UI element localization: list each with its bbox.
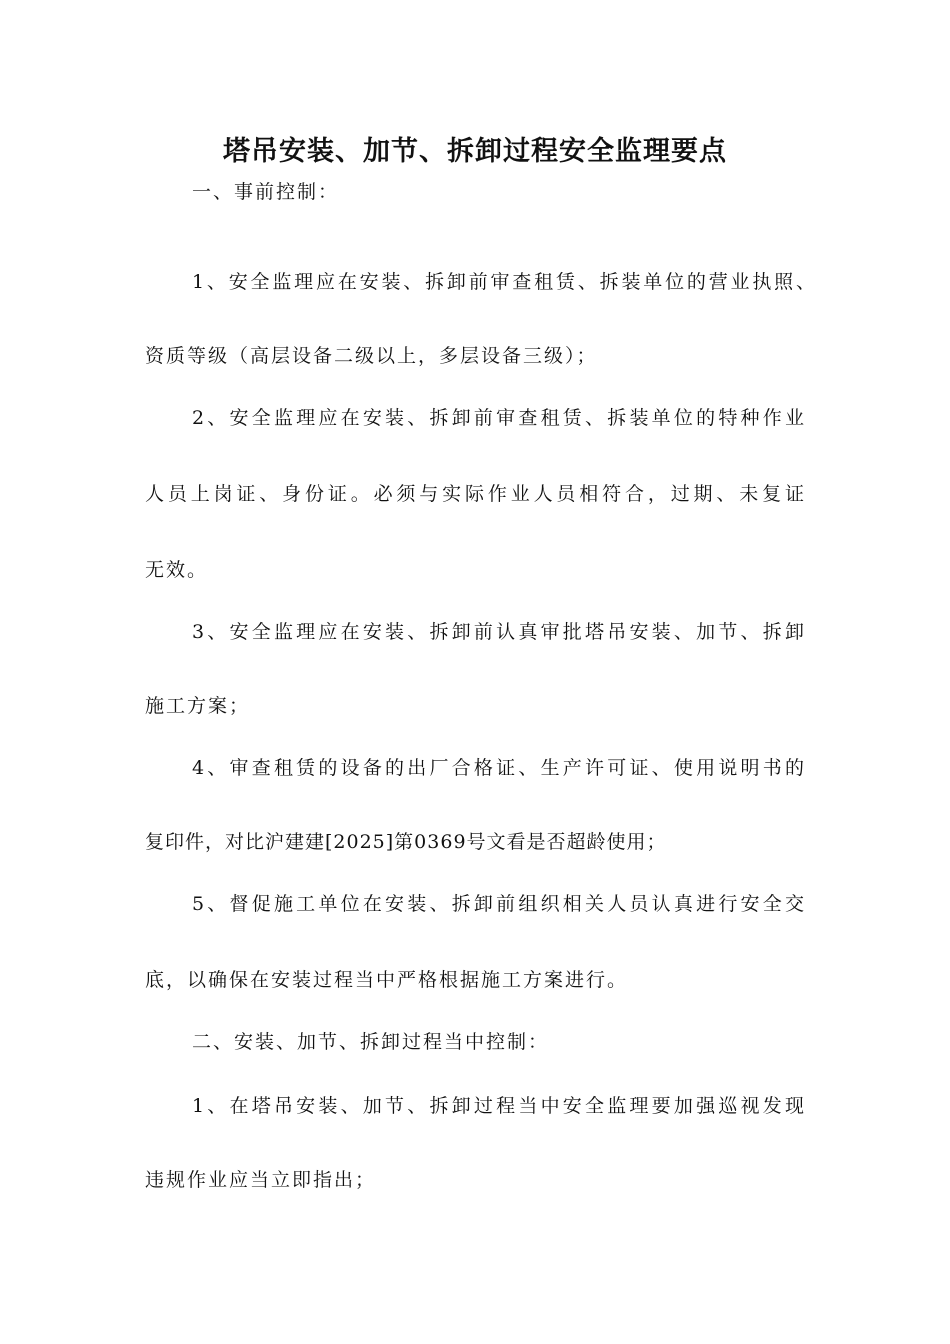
paragraph-line: 1、在塔吊安装、加节、拆卸过程当中安全监理要加强巡视发现 [192,1095,804,1117]
paragraph-line: 施工方案； [145,695,251,717]
document-title: 塔吊安装、加节、拆卸过程安全监理要点 [223,136,727,167]
paragraph-line: 底，以确保在安装过程当中严格根据施工方案进行。 [145,969,629,991]
paragraph-line: 1、安全监理应在安装、拆卸前审查租赁、拆装单位的营业执照、 [192,271,815,293]
paragraph-line: 5、督促施工单位在安装、拆卸前组织相关人员认真进行安全交 [192,893,804,915]
section-heading-2: 二、安装、加节、拆卸过程当中控制： [192,1031,550,1053]
paragraph-line: 人员上岗证、身份证。必须与实际作业人员相符合，过期、未复证 [145,483,804,505]
paragraph-line: 无效。 [145,559,209,581]
paragraph-line: 4、审查租赁的设备的出厂合格证、生产许可证、使用说明书的 [192,757,804,779]
paragraph-line: 违规作业应当立即指出； [145,1169,377,1191]
paragraph-line: 3、安全监理应在安装、拆卸前认真审批塔吊安装、加节、拆卸 [192,621,804,643]
paragraph-line: 复印件，对比沪建建[2025]第0369号文看是否超龄使用； [145,831,667,853]
paragraph-line: 资质等级（高层设备二级以上，多层设备三级）； [145,345,598,367]
paragraph-line: 2、安全监理应在安装、拆卸前审查租赁、拆装单位的特种作业 [192,407,804,429]
section-heading-1: 一、事前控制： [192,181,340,203]
